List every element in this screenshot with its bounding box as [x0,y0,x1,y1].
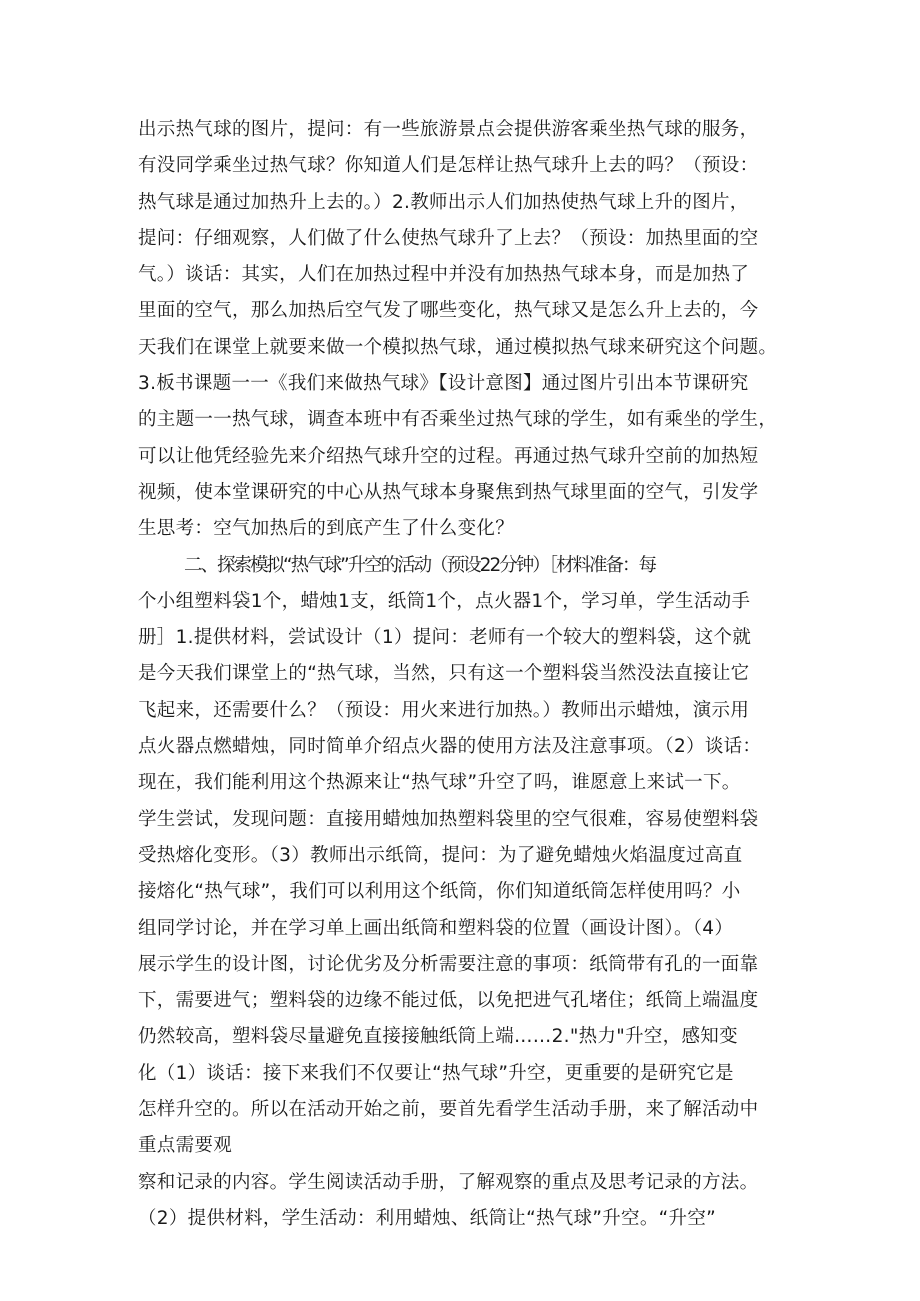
text-line-1: 出示热气球的图片，提问：有一些旅游景点会提供游客乘坐热气球的服务， [138,119,759,140]
text-line-5: 气。）谈话：其实，人们在加热过程中并没有加热热气球本身，而是加热了 [138,264,750,286]
text-line-21: 受热熔化变形。（3）教师出示纸筒，提问：为了避免蜡烛火焰温度过高直 [138,844,743,866]
text-line-12: 生思考：空气加热后的到底产生了什么变化？ [138,518,515,540]
text-line-9: 的主题一一热气球，调查本班中有否乘坐过热气球的学生，如有乘坐的学生， [138,409,778,431]
document-body [138,112,790,1237]
text-line-14: 个小组塑料袋1个，蜡烛1支，纸筒1个，点火器1个，学习单，学生活动手 [138,590,751,612]
text-line-31: （2）提供材料，学生活动：利用蜡烛、纸筒让“热气球”升空。“升空” [138,1207,717,1229]
text-line-22: 接熔化“热气球”，我们可以利用这个纸筒，你们知道纸筒怎样使用吗？小 [138,881,741,903]
text-line-2: 有没同学乘坐过热气球？你知道人们是怎样让热气球升上去的吗？（预设： [138,155,759,177]
text-line-17: 飞起来，还需要什么？（预设：用火来进行加热。）教师出示蜡烛，演示用 [138,699,750,721]
text-line-27: 化（1）谈话：接下来我们不仅要让“热气球”升空，更重要的是研究它是 [138,1062,734,1084]
text-line-29: 重点需要观 [138,1135,233,1157]
text-line-25: 下，需要进气；塑料袋的边缘不能过低，以免把进气孔堵住；纸筒上端温度 [138,990,759,1012]
text-line-7: 天我们在课堂上就要来做一个模拟热气球，通过模拟热气球来研究这个问题。 [138,336,778,358]
text-line-19: 现在，我们能利用这个热源来让“热气球”升空了吗，谁愿意上来试一下。 [138,772,741,794]
text-line-28: 怎样升空的。所以在活动开始之前，要首先看学生活动手册，来了解活动中 [138,1099,759,1121]
text-line-26: 仍然较高，塑料袋尽量避免直接接触纸筒上端……2."热力"升空，感知变 [138,1026,738,1048]
text-line-16: 是今天我们课堂上的“热气球，当然，只有这一个塑料袋当然没法直接让它 [138,663,750,685]
text-line-15: 册］1.提供材料，尝试设计（1）提问：老师有一个较大的塑料袋，这个就 [138,627,752,649]
text-line-4: 提问：仔细观察，人们做了什么使热气球升了上去？（预设：加热里面的空 [138,227,759,249]
text-line-30: 察和记录的内容。学生阅读活动手册，了解观察的重点及思考记录的方法。 [138,1171,759,1193]
text-line-23: 组同学讨论，并在学习单上画出纸筒和塑料袋的位置（画设计图）。（4） [138,917,734,939]
text-line-18: 点火器点燃蜡烛，同时简单介绍点火器的使用方法及注意事项。（2）谈话： [138,736,762,758]
text-line-11: 视频，使本堂课研究的中心从热气球本身聚焦到热气球里面的空气，引发学 [138,481,759,503]
text-line-3: 热气球是通过加热升上去的。）2.教师出示人们加热使热气球上升的图片， [138,191,749,213]
section-heading-line: 二、探索模拟“热气球”升空的活动（预设22分钟）［材料准备：每 [184,554,655,576]
text-line-10: 可以让他凭经验先来介绍热气球升空的过程。再通过热气球升空前的加热短 [138,445,759,467]
text-line-24: 展示学生的设计图，讨论优劣及分析需要注意的事项：纸筒带有孔的一面靠 [138,953,759,975]
text-line-8: 3.板书课题一一《我们来做热气球》【设计意图】通过图片引出本节课研究 [138,373,749,395]
text-line-20: 学生尝试，发现问题：直接用蜡烛加热塑料袋里的空气很难，容易使塑料袋 [138,808,759,830]
text-line-6: 里面的空气，那么加热后空气发了哪些变化，热气球又是怎么升上去的，今 [138,300,759,322]
